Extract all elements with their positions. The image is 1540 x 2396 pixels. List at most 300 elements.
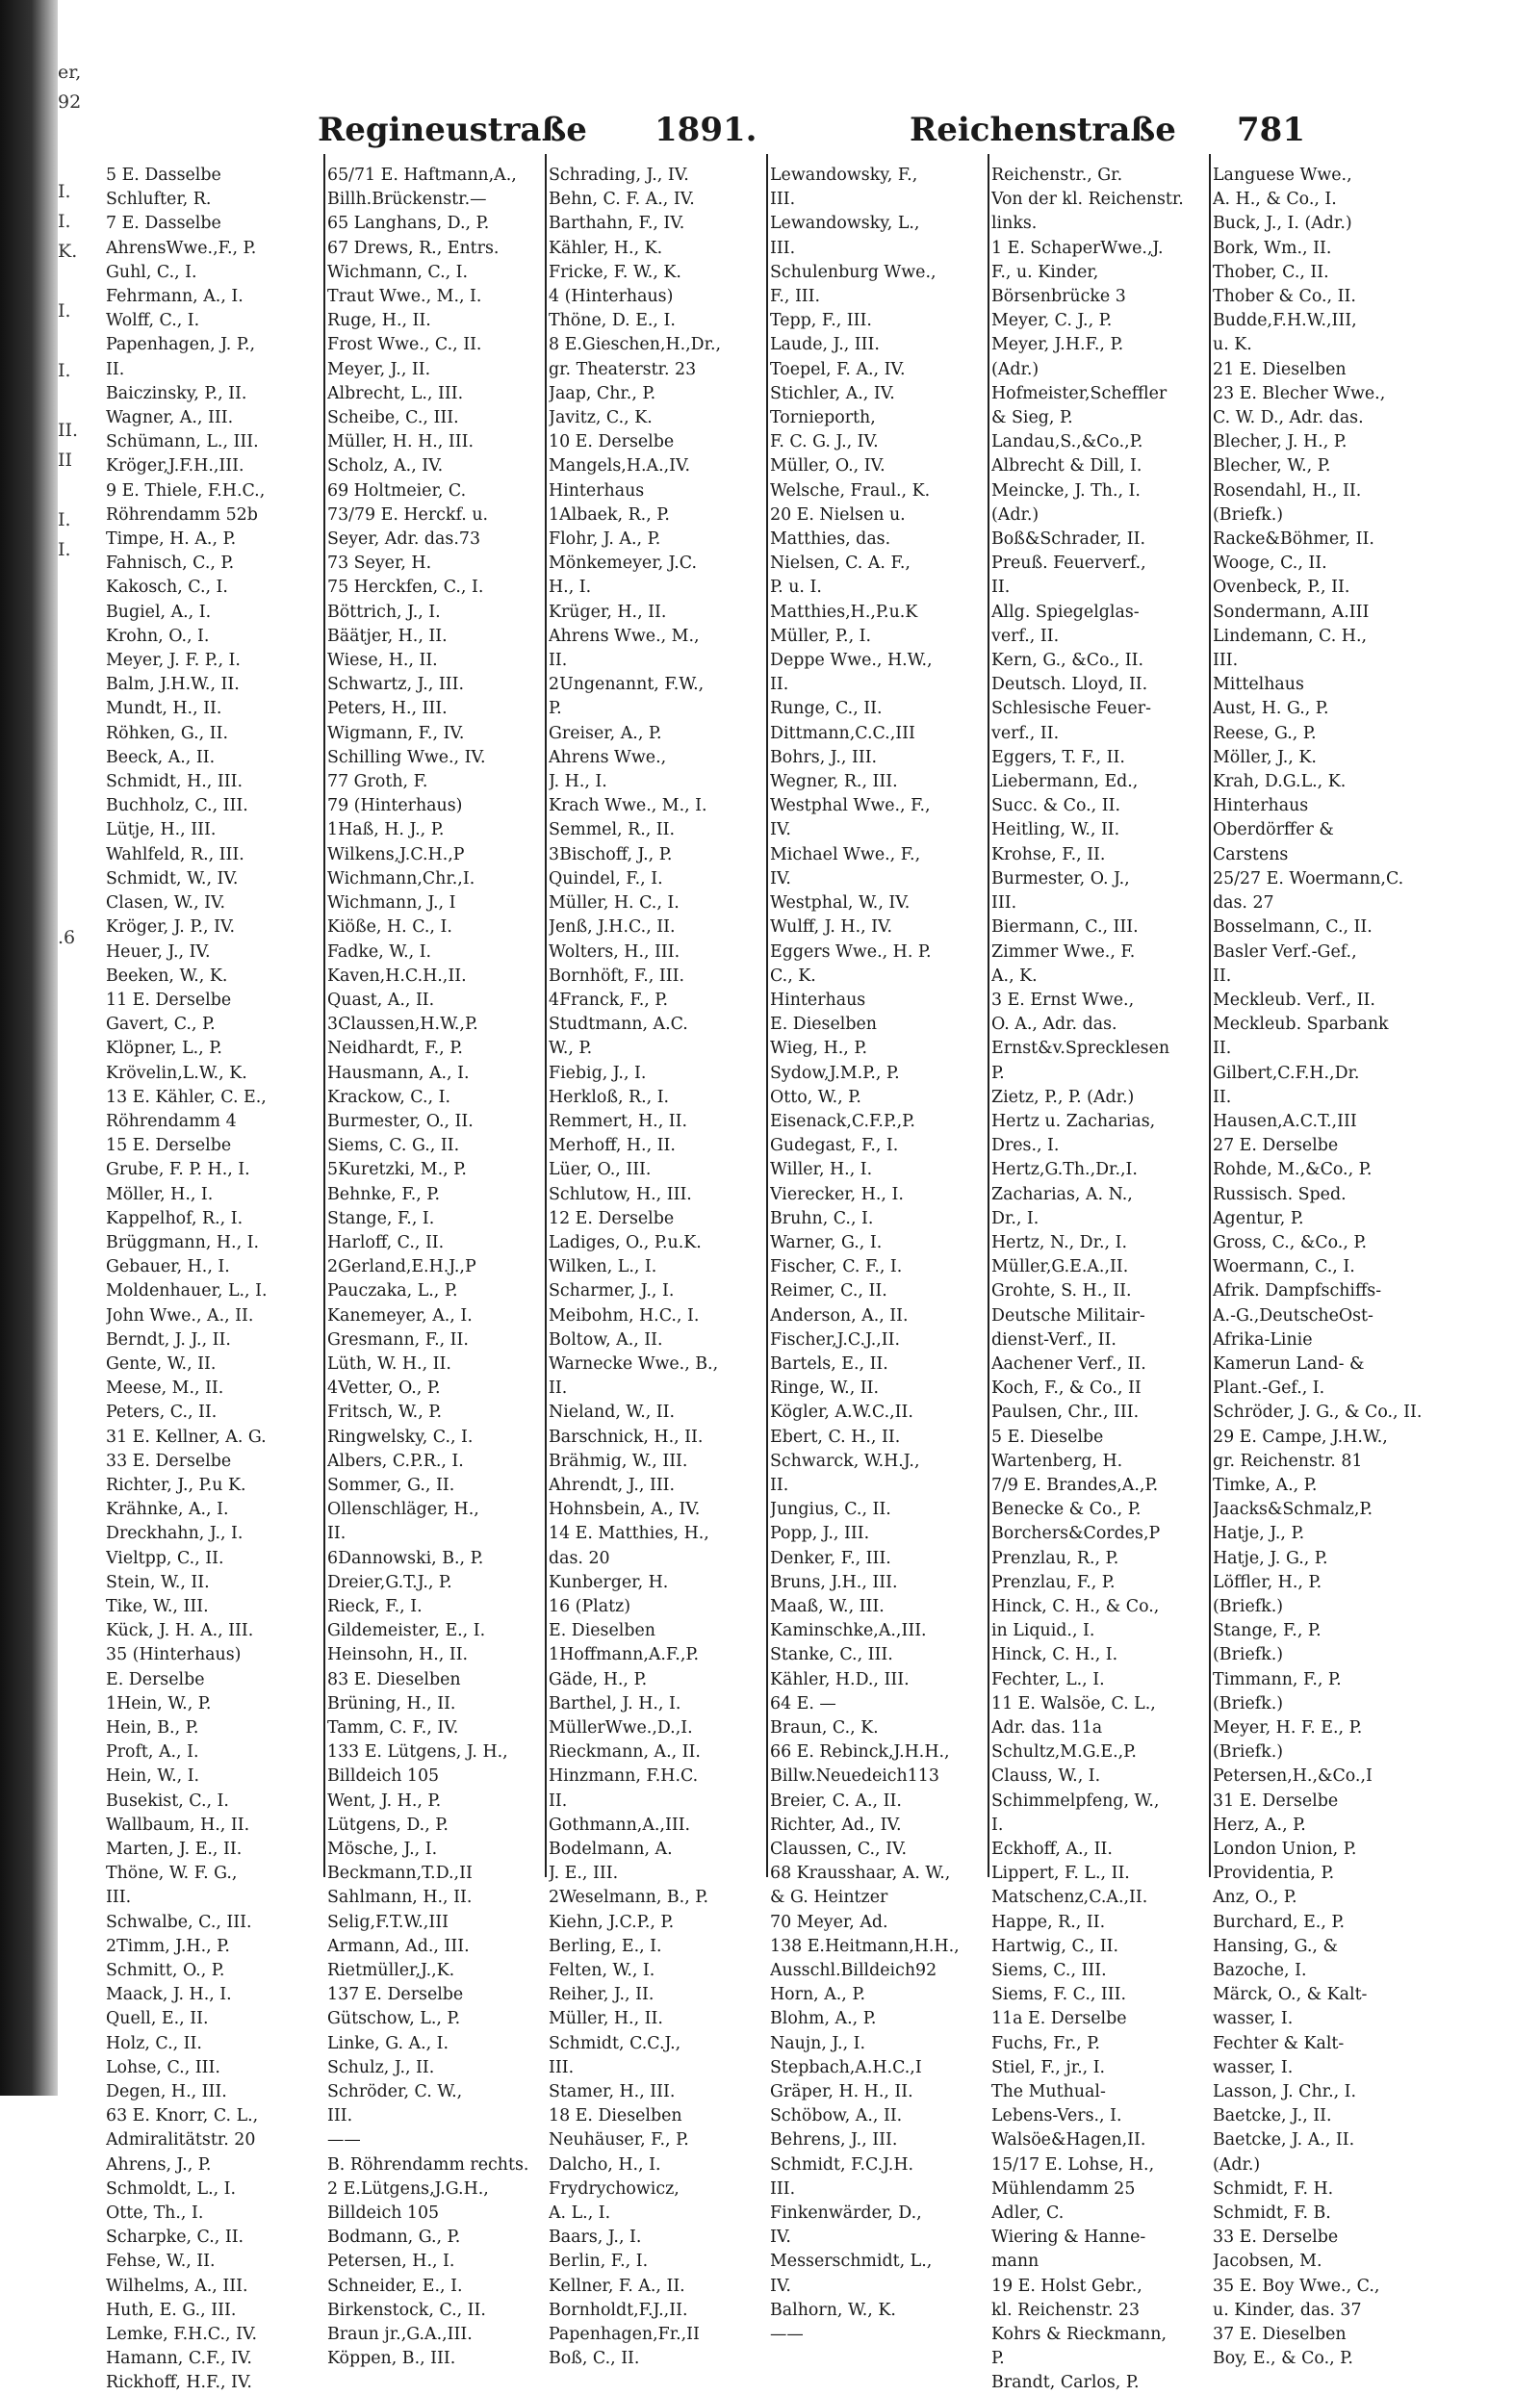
directory-entry: Meese, M., II.	[106, 1378, 224, 1399]
directory-entry: Scharmer, J., I.	[549, 1281, 675, 1301]
directory-entry: 65 Langhans, D., P.	[327, 214, 490, 234]
directory-entry: Röhrendamm 4	[106, 1111, 237, 1131]
directory-entry: Lippert, F. L., II.	[991, 1864, 1130, 1884]
directory-entry: Peters, H., III.	[327, 699, 448, 719]
binding-fragment: I.	[58, 509, 71, 530]
directory-entry: das. 27	[1213, 893, 1274, 914]
directory-entry: (Briefk.)	[1213, 504, 1284, 525]
directory-entry: Rosendahl, H., II.	[1213, 480, 1362, 501]
directory-entry: II.	[1213, 1087, 1232, 1107]
directory-entry: 64 E. —	[770, 1693, 836, 1713]
directory-entry: Rickhoff, H.F., IV.	[106, 2373, 252, 2393]
directory-entry: Woermann, C., I.	[1213, 1257, 1355, 1277]
directory-entry: Brüning, H., II.	[327, 1693, 456, 1713]
directory-entry: 1Hoffmann,A.F.,P.	[549, 1645, 700, 1665]
directory-entry: Hausmann, A., I.	[327, 1063, 470, 1083]
directory-entry: Heuer, J., IV.	[106, 941, 211, 962]
directory-entry: Matthies, das.	[770, 529, 891, 550]
directory-entry: J. E., III.	[549, 1864, 619, 1884]
directory-entry: 65/71 E. Haftmann,A.,	[327, 166, 517, 185]
directory-entry: Breier, C. A., II.	[770, 1791, 902, 1811]
directory-entry: Schmidt, W., IV.	[106, 868, 239, 889]
directory-entry: Rieck, F., I.	[327, 1596, 423, 1616]
directory-entry: Carstens	[1213, 844, 1289, 864]
directory-entry: III.	[1213, 651, 1239, 671]
directory-entry: Willer, H., I.	[770, 1160, 873, 1180]
directory-entry: Boß, C., II.	[549, 2349, 640, 2369]
directory-entry: verf., II.	[991, 723, 1060, 743]
directory-entry: Afrik. Dampfschiffs-	[1213, 1281, 1382, 1301]
directory-entry: Eisenack,C.F.P.,P.	[770, 1111, 915, 1131]
directory-entry: 21 E. Dieselben	[1213, 359, 1347, 379]
directory-entry: Adler, C.	[991, 2203, 1065, 2224]
directory-entry: Timpe, H. A., P.	[106, 529, 237, 550]
directory-entry: 4Franck, F., P.	[549, 990, 668, 1010]
directory-entry: Wartenberg, H.	[991, 1451, 1123, 1471]
directory-entry: Wiering & Hanne-	[991, 2228, 1146, 2248]
binding-fragment: er,	[58, 62, 82, 83]
directory-entry: Fischer, C. F., I.	[770, 1257, 903, 1277]
directory-entry: Hausen,A.C.T.,III	[1213, 1111, 1357, 1131]
directory-entry: F. C. G. J., IV.	[770, 432, 879, 452]
directory-entry: Brüggmann, H., I.	[106, 1232, 260, 1252]
directory-entry: Kunberger, H.	[549, 1572, 669, 1592]
directory-entry: Gross, C., &Co., P.	[1213, 1232, 1368, 1252]
directory-entry: Ahrendt, J., III.	[549, 1475, 676, 1495]
directory-entry: Birkenstock, C., II.	[327, 2300, 486, 2320]
directory-entry: Thober, C., II.	[1213, 262, 1329, 282]
directory-entry: Wichmann, J., I	[327, 893, 456, 914]
directory-entry: Wieg, H., P.	[770, 1039, 868, 1059]
directory-entry: 16 (Platz)	[549, 1596, 631, 1616]
binding-fragment: I.	[58, 300, 71, 322]
directory-entry: III.	[770, 238, 796, 258]
directory-entry: Köppen, B., III.	[327, 2349, 456, 2369]
directory-entry: 67 Drews, R., Entrs.	[327, 238, 500, 258]
directory-entry: Stanke, C., III.	[770, 1645, 893, 1665]
directory-entry: Siems, C., III.	[991, 1961, 1107, 1981]
directory-entry: Schröder, J. G., & Co., II.	[1213, 1403, 1423, 1423]
directory-entry: Albers, C.P.R., I.	[327, 1451, 464, 1471]
directory-entry: Fadke, W., I.	[327, 941, 432, 962]
directory-entry: Ringwelsky, C., I.	[327, 1427, 474, 1447]
directory-entry: Schneider, E., I.	[327, 2276, 463, 2296]
directory-entry: Gütschow, L., P.	[327, 2009, 461, 2029]
directory-entry: Eckhoff, A., II.	[991, 1840, 1113, 1860]
directory-entry: Liebermann, Ed.,	[991, 772, 1139, 792]
directory-entry: Bosselmann, C., II.	[1213, 917, 1373, 938]
directory-entry: (Briefk.)	[1213, 1596, 1284, 1616]
directory-entry: Hohnsbein, A., IV.	[549, 1500, 701, 1520]
binding-fragment: I.	[58, 211, 71, 232]
directory-entry: Horn, A., P.	[770, 1985, 866, 2005]
binding-fragment: I.	[58, 360, 71, 381]
directory-entry: Quast, A., II.	[327, 990, 435, 1010]
directory-entry: Fricke, F. W., K.	[549, 262, 681, 282]
directory-entry: Jenß, J.H.C., II.	[549, 917, 676, 938]
directory-entry: III.	[106, 1888, 132, 1908]
directory-entry: Busekist, C., I.	[106, 1791, 229, 1811]
directory-entry: Dreckhahn, J., I.	[106, 1524, 244, 1544]
directory-entry: Afrika-Linie	[1213, 1329, 1313, 1350]
directory-entry: Jungius, C., II.	[770, 1500, 891, 1520]
directory-entry: Krackow, C., I.	[327, 1087, 450, 1107]
binding-fragment: II	[58, 450, 73, 471]
directory-entry: Kellner, F. A., II.	[549, 2276, 685, 2296]
directory-entry: dienst-Verf., II.	[991, 1329, 1116, 1350]
directory-column-5	[991, 164, 1211, 2396]
directory-entry: Bugiel, A., I.	[106, 602, 212, 622]
directory-entry: Hansing, G., &	[1213, 1936, 1338, 1956]
directory-entry: 12 E. Derselbe	[549, 1208, 675, 1228]
directory-entry: Schulz, J., II.	[327, 2057, 435, 2077]
directory-entry: Grube, F. P. H., I.	[106, 1160, 250, 1180]
directory-entry: 20 E. Nielsen u.	[770, 504, 906, 525]
directory-entry: Röhrendamm 52b	[106, 504, 258, 525]
directory-entry: Boltow, A., II.	[549, 1329, 663, 1350]
directory-entry: & G. Heintzer	[770, 1888, 888, 1908]
directory-entry: Vieltpp, C., II.	[106, 1548, 224, 1568]
directory-entry: Peters, C., II.	[106, 1403, 218, 1423]
directory-entry: gr. Reichenstr. 81	[1213, 1451, 1363, 1471]
directory-entry: Quindel, F., I.	[549, 868, 663, 889]
directory-entry: Kappelhof, R., I.	[106, 1208, 244, 1228]
directory-entry: 68 Krausshaar, A. W.,	[770, 1864, 951, 1884]
directory-entry: Müller, O., IV.	[770, 456, 886, 477]
directory-entry: Zimmer Wwe., F.	[991, 941, 1136, 962]
directory-entry: 19 E. Holst Gebr.,	[991, 2276, 1142, 2296]
directory-entry: 79 (Hinterhaus)	[327, 796, 463, 816]
directory-entry: 31 E. Kellner, A. G.	[106, 1427, 267, 1447]
directory-entry: Westphal Wwe., F.,	[770, 796, 931, 816]
directory-entry: Admiralitätstr. 20	[106, 2130, 256, 2151]
directory-entry: Brähmig, W., III.	[549, 1451, 688, 1471]
directory-entry: Müller,G.E.A.,II.	[991, 1257, 1129, 1277]
directory-entry: Ahrens Wwe., M.,	[549, 626, 700, 646]
directory-entry: 138 E.Heitmann,H.H.,	[770, 1936, 960, 1956]
directory-entry: Mühlendamm 25	[991, 2178, 1136, 2199]
directory-column-4	[770, 164, 989, 2347]
directory-entry: F., III.	[770, 287, 821, 307]
directory-entry: Siems, F. C., III.	[991, 1985, 1127, 2005]
directory-entry: I.	[991, 1815, 1004, 1835]
directory-entry: II.	[770, 1475, 789, 1495]
directory-entry: Kanemeyer, A., I.	[327, 1305, 473, 1326]
directory-entry: Messerschmidt, L.,	[770, 2252, 933, 2272]
directory-entry: Stein, W., II.	[106, 1572, 210, 1592]
directory-entry: Boß&Schrader, II.	[991, 529, 1146, 550]
directory-entry: P.	[991, 2349, 1005, 2369]
directory-entry: Flohr, J. A., P.	[549, 529, 661, 550]
directory-entry: Lindemann, C. H.,	[1213, 626, 1368, 646]
directory-entry: Wigmann, F., IV.	[327, 723, 465, 743]
directory-entry: Müller, H., II.	[549, 2009, 663, 2029]
directory-entry: Brandt, Carlos, P.	[991, 2373, 1140, 2393]
directory-entry: Gilbert,C.F.H.,Dr.	[1213, 1063, 1360, 1083]
directory-entry: 63 E. Knorr, C. L.,	[106, 2106, 259, 2126]
directory-entry: F., u. Kinder,	[991, 262, 1099, 282]
directory-entry: wasser, I.	[1213, 2009, 1294, 2029]
directory-entry: Klöpner, L., P.	[106, 1039, 222, 1059]
directory-entry: Welsche, Fraul., K.	[770, 480, 931, 501]
directory-column-3	[549, 164, 768, 2371]
directory-entry: Fischer,J.C.J.,II.	[770, 1329, 901, 1350]
directory-entry: Hinzmann, F.H.C.	[549, 1766, 699, 1787]
directory-entry: Runge, C., II.	[770, 699, 883, 719]
directory-entry: Hinterhaus	[549, 480, 645, 501]
directory-entry: Heitling, W., II.	[991, 820, 1120, 840]
running-head-left: Regineustraße	[318, 111, 587, 149]
directory-entry: Bohrs, J., III.	[770, 747, 878, 767]
directory-entry: Von der kl. Reichenstr.	[991, 190, 1184, 210]
directory-entry: Clasen, W., IV.	[106, 893, 226, 914]
directory-entry: Warnecke Wwe., B.,	[549, 1353, 719, 1374]
directory-entry: Neidhardt, F., P.	[327, 1039, 463, 1059]
directory-entry: Reiher, J., II.	[549, 1985, 654, 2005]
directory-entry: Ahrens Wwe.,	[549, 747, 667, 767]
directory-entry: Meckleub. Sparbank	[1213, 1015, 1389, 1035]
directory-entry: Möller, J., K.	[1213, 747, 1317, 767]
directory-entry: Eggers Wwe., H. P.	[770, 941, 932, 962]
directory-entry: Hatje, J., P.	[1213, 1524, 1305, 1544]
directory-column-1	[106, 164, 325, 2396]
directory-entry: Behn, C. F. A., IV.	[549, 190, 695, 210]
directory-entry: Sahlmann, H., II.	[327, 1888, 473, 1908]
directory-entry: Schümann, L., III.	[106, 432, 259, 452]
directory-entry: Meyer, C. J., P.	[991, 311, 1113, 331]
directory-entry: 2Timm, J.H., P.	[106, 1936, 230, 1956]
directory-entry: Kern, G., &Co., II.	[991, 651, 1144, 671]
directory-entry: Kamerun Land- &	[1213, 1353, 1365, 1374]
directory-entry: Richter, Ad., IV.	[770, 1815, 902, 1835]
directory-entry: Felten, W., I.	[549, 1961, 655, 1981]
directory-entry: wasser, I.	[1213, 2057, 1294, 2077]
directory-entry: II.	[1213, 966, 1232, 986]
directory-entry: 1Albaek, R., P.	[549, 504, 670, 525]
directory-entry: 15/17 E. Lohse, H.,	[991, 2154, 1155, 2175]
directory-entry: Adr. das. 11a	[991, 1718, 1103, 1738]
directory-entry: Lütgens, D., P.	[327, 1815, 449, 1835]
directory-entry: Papenhagen, J. P.,	[106, 335, 256, 355]
directory-entry: 4 (Hinterhaus)	[549, 287, 674, 307]
directory-entry: Kähler, H., K.	[549, 238, 663, 258]
directory-entry: Tike, W., III.	[106, 1596, 209, 1616]
directory-entry: 33 E. Derselbe	[1213, 2228, 1339, 2248]
directory-entry: Papenhagen,Fr.,II	[549, 2325, 700, 2345]
directory-entry: C., K.	[770, 966, 816, 986]
directory-entry: Berlin, F., I.	[549, 2252, 649, 2272]
directory-entry: 23 E. Blecher Wwe.,	[1213, 383, 1386, 403]
directory-entry: Rohde, M.,&Co., P.	[1213, 1160, 1373, 1180]
directory-entry: Denker, F., III.	[770, 1548, 891, 1568]
directory-entry: Russisch. Sped.	[1213, 1184, 1347, 1204]
directory-entry: Preuß. Feuerverf.,	[991, 554, 1146, 574]
directory-entry: A. L., I.	[549, 2203, 611, 2224]
directory-entry: Selig,F.T.W.,III	[327, 1912, 449, 1932]
directory-entry: Krah, D.G.L., K.	[1213, 772, 1347, 792]
directory-entry: Anderson, A., II.	[770, 1305, 909, 1326]
directory-entry: 15 E. Derselbe	[106, 1136, 232, 1156]
directory-entry: Remmert, H., II.	[549, 1111, 688, 1131]
directory-entry: Lewandowsky, L.,	[770, 214, 920, 234]
directory-entry: Blohm, A., P.	[770, 2009, 877, 2029]
directory-entry: Meyer, J.H.F., P.	[991, 335, 1124, 355]
directory-entry: Boy, E., & Co., P.	[1213, 2349, 1353, 2369]
directory-entry: The Muthual-	[991, 2082, 1106, 2102]
directory-entry: Guhl, C., I.	[106, 262, 197, 282]
directory-entry: 18 E. Dieselben	[549, 2106, 682, 2126]
directory-entry: Scheibe, C., III.	[327, 408, 459, 428]
directory-entry: Schmidt, F. H.	[1213, 2178, 1334, 2199]
directory-entry: 1Hein, W., P.	[106, 1693, 212, 1713]
directory-entry: MüllerWwe.,D.,I.	[549, 1718, 693, 1738]
directory-entry: Moldenhauer, L., I.	[106, 1281, 268, 1301]
directory-entry: 11a E. Derselbe	[991, 2009, 1127, 2029]
directory-entry: Laude, J., III.	[770, 335, 880, 355]
directory-entry: Wiese, H., II.	[327, 651, 438, 671]
directory-entry: Mösche, J., I.	[327, 1840, 438, 1860]
directory-entry: Gente, W., II.	[106, 1353, 217, 1374]
directory-entry: Fechter, L., I.	[991, 1669, 1105, 1689]
directory-entry: Albrecht, L., III.	[327, 383, 464, 403]
directory-entry: Tamm, C. F., IV.	[327, 1718, 459, 1738]
directory-entry: Hein, W., I.	[106, 1766, 200, 1787]
directory-entry: gr. Theaterstr. 23	[549, 359, 697, 379]
directory-entry: Kück, J. H. A., III.	[106, 1621, 254, 1641]
directory-entry: Siems, C. G., II.	[327, 1136, 460, 1156]
directory-entry: Hertz u. Zacharias,	[991, 1111, 1156, 1131]
directory-entry: Meincke, J. Th., I.	[991, 480, 1141, 501]
directory-entry: Timke, A., P.	[1213, 1475, 1318, 1495]
directory-entry: 5 E. Dasselbe	[106, 166, 221, 185]
directory-entry: Fritsch, W., P.	[327, 1403, 442, 1423]
directory-entry: Müller, P., I.	[770, 626, 872, 646]
directory-entry: Schulenburg Wwe.,	[770, 262, 937, 282]
directory-entry: Schmidt, C.C.J.,	[549, 2033, 681, 2053]
directory-entry: Kähler, H.D., III.	[770, 1669, 910, 1689]
directory-entry: Krach Wwe., M., I.	[549, 796, 707, 816]
directory-entry: Schwalbe, C., III.	[106, 1912, 252, 1932]
directory-entry: 5 E. Dieselbe	[991, 1427, 1104, 1447]
directory-entry: Koch, F., & Co., II	[991, 1378, 1142, 1399]
directory-entry: Bäätjer, H., II.	[327, 626, 448, 646]
directory-entry: 9 E. Thiele, F.H.C.,	[106, 480, 266, 501]
directory-entry: Bork, Wm., II.	[1213, 238, 1332, 258]
directory-entry: Mönkemeyer, J.C.	[549, 554, 698, 574]
directory-entry: Bodelmann, A.	[549, 1840, 673, 1860]
directory-entry: P.	[549, 699, 562, 719]
directory-entry: Märck, O., & Kalt-	[1213, 1985, 1368, 2005]
directory-entry: Bodmann, G., P.	[327, 2228, 461, 2248]
directory-entry: Hofmeister,Scheffler	[991, 383, 1168, 403]
directory-entry: Wegner, R., III.	[770, 772, 898, 792]
directory-entry: Schöbow, A., II.	[770, 2106, 903, 2126]
directory-entry: Degen, H., III.	[106, 2082, 227, 2102]
directory-entry: 83 E. Dieselben	[327, 1669, 461, 1689]
directory-entry: Eggers, T. F., II.	[991, 747, 1125, 767]
directory-entry: Kiehn, J.C.P., P.	[549, 1912, 675, 1932]
binding-fragment: I.	[58, 181, 71, 202]
directory-entry: Gavert, C., P.	[106, 1015, 216, 1035]
directory-entry: Lütje, H., III.	[106, 820, 217, 840]
directory-entry: (Briefk.)	[1213, 1645, 1284, 1665]
directory-entry: Burchard, E., P.	[1213, 1912, 1346, 1932]
directory-entry: Studtmann, A.C.	[549, 1015, 688, 1035]
directory-entry: Röhken, G., II.	[106, 723, 228, 743]
binding-fragment: .6	[58, 927, 76, 948]
directory-entry: Budde,F.H.W.,III,	[1213, 311, 1357, 331]
directory-entry: Reichenstr., Gr.	[991, 166, 1123, 185]
directory-entry: Matschenz,C.A.,II.	[991, 1888, 1148, 1908]
directory-entry: Jaap, Chr., P.	[549, 383, 656, 403]
directory-entry: Vierecker, H., I.	[770, 1184, 904, 1204]
directory-entry: 37 E. Dieselben	[1213, 2325, 1347, 2345]
directory-entry: Dalcho, H., I.	[549, 2154, 661, 2175]
directory-entry: Ovenbeck, P., II.	[1213, 578, 1350, 598]
directory-entry: Biermann, C., III.	[991, 917, 1139, 938]
directory-entry: Balhorn, W., K.	[770, 2300, 896, 2320]
directory-entry: Müller, H. H., III.	[327, 432, 474, 452]
directory-entry: Frydrychowicz,	[549, 2178, 680, 2199]
directory-entry: Allg. Spiegelglas-	[991, 602, 1140, 622]
directory-entry: Schmidt, H., III.	[106, 772, 243, 792]
directory-entry: 11 E. Derselbe	[106, 990, 232, 1010]
directory-entry: 31 E. Derselbe	[1213, 1791, 1339, 1811]
directory-entry: Wilkens,J.C.H.,P	[327, 844, 465, 864]
directory-entry: Wilken, L., I.	[549, 1257, 657, 1277]
directory-entry: III.	[549, 2057, 575, 2077]
directory-entry: Krohn, O., I.	[106, 626, 210, 646]
directory-entry: Kaminschke,A.,III.	[770, 1621, 927, 1641]
directory-entry: Agentur, P.	[1213, 1208, 1304, 1228]
directory-entry: kl. Reichenstr. 23	[991, 2300, 1141, 2320]
directory-entry: 5Kuretzki, M., P.	[327, 1160, 467, 1180]
directory-entry: 133 E. Lütgens, J. H.,	[327, 1742, 508, 1763]
directory-entry: Claussen, C., IV.	[770, 1840, 908, 1860]
directory-entry: Wahlfeld, R., III.	[106, 844, 244, 864]
directory-entry: Merhoff, H., II.	[549, 1136, 676, 1156]
directory-entry: A. H., & Co., I.	[1213, 190, 1337, 210]
directory-entry: Lewandowsky, F.,	[770, 166, 918, 185]
directory-entry: Succ. & Co., II.	[991, 796, 1120, 816]
directory-entry: Richter, J., P.u K.	[106, 1475, 246, 1495]
directory-entry: Nieland, W., II.	[549, 1403, 676, 1423]
directory-entry: Holz, C., II.	[106, 2033, 202, 2053]
directory-entry: Schrading, J., IV.	[549, 166, 689, 185]
directory-entry: III.	[327, 2106, 353, 2126]
directory-entry: 3Bischoff, J., P.	[549, 844, 673, 864]
directory-entry: Petersen, H., I.	[327, 2252, 455, 2272]
directory-entry: Seyer, Adr. das.73	[327, 529, 481, 550]
directory-entry: Tepp, F., III.	[770, 311, 872, 331]
directory-entry: Stange, F., P.	[1213, 1621, 1322, 1641]
directory-entry: Otto, W., P.	[770, 1087, 861, 1107]
directory-entry: Providentia, P.	[1213, 1864, 1335, 1884]
directory-entry: u. Kinder, das. 37	[1213, 2300, 1362, 2320]
directory-entry: 137 E. Derselbe	[327, 1985, 464, 2005]
directory-entry: Baiczinsky, P., II.	[106, 383, 247, 403]
directory-entry: 75 Herckfen, C., I.	[327, 578, 484, 598]
directory-entry: London Union, P.	[1213, 1840, 1357, 1860]
directory-entry: Semmel, R., II.	[549, 820, 676, 840]
directory-entry: Krähnke, A., I.	[106, 1500, 229, 1520]
directory-entry: Sydow,J.M.P., P.	[770, 1063, 900, 1083]
directory-entry: Blecher, J. H., P.	[1213, 432, 1348, 452]
directory-entry: Jaacks&Schmalz,P.	[1213, 1500, 1373, 1520]
directory-entry: Neuhäuser, F., P.	[549, 2130, 689, 2151]
directory-entry: Bruhn, C., I.	[770, 1208, 874, 1228]
directory-entry: Huth, E. G., III.	[106, 2300, 237, 2320]
